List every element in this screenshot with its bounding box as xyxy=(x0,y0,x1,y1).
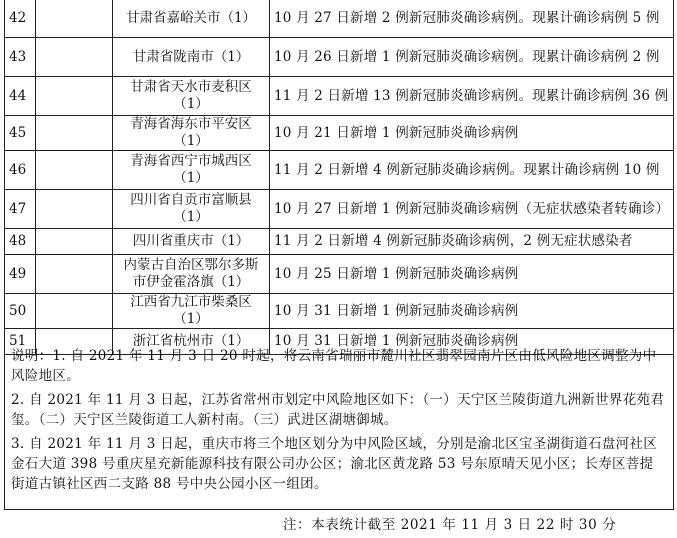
detail-cell: 10 月 26 日新增 1 例新冠肺炎确诊病例。现累计确诊病例 2 例 xyxy=(270,38,674,77)
region-cell: 内蒙古自治区鄂尔多斯市伊金霍洛旗（1） xyxy=(113,255,270,294)
table-row xyxy=(5,151,674,190)
note-2: 2. 自 2021 年 11 月 3 日起，江苏省常州市划定中风险地区如下：（一）天宁区兰陵街道九洲新世界花苑君玺。（二）天宁区兰陵街道工人新村南。（三）武进区湖塘御城。 xyxy=(11,392,665,428)
row-number: 51 xyxy=(5,329,36,355)
detail-cell: 10 月 25 日新增 1 例新冠肺炎确诊病例 xyxy=(270,255,674,294)
table-row xyxy=(5,255,674,294)
detail-cell: 11 月 2 日新增 13 例新冠肺炎确诊病例。现累计确诊病例 36 例 xyxy=(270,77,674,116)
region-cell: 青海省西宁市城西区（1） xyxy=(113,151,270,190)
detail-cell: 10 月 21 日新增 1 例新冠肺炎确诊病例 xyxy=(270,116,674,151)
table-row xyxy=(5,38,674,77)
detail-cell: 10 月 31 日新增 1 例新冠肺炎确诊病例 xyxy=(270,329,674,355)
row-number: 45 xyxy=(5,116,36,151)
note-1: 说明：1. 自 2021 年 11 月 3 日 20 时起，将云南省瑞丽市麓川社区翡翠园南片区由低风险地区调整为中风险地区。 xyxy=(11,348,657,384)
empty-cell xyxy=(36,294,113,329)
empty-cell xyxy=(36,77,113,116)
empty-cell xyxy=(36,116,113,151)
region-cell: 四川省自贡市富顺县（1） xyxy=(113,190,270,229)
region-cell: 青海省海东市平安区（1） xyxy=(113,116,270,151)
region-cell: 甘肃省嘉峪关市（1） xyxy=(113,0,270,38)
row-number: 43 xyxy=(5,38,36,77)
empty-cell xyxy=(36,38,113,77)
detail-cell: 10 月 27 日新增 2 例新冠肺炎确诊病例。现累计确诊病例 5 例 xyxy=(270,0,674,38)
empty-cell xyxy=(36,0,113,38)
region-cell: 甘肃省陇南市（1） xyxy=(113,38,270,77)
row-number: 47 xyxy=(5,190,36,229)
detail-cell: 11 月 2 日新增 4 例新冠肺炎确诊病例。现累计确诊病例 10 例 xyxy=(270,151,674,190)
row-number: 42 xyxy=(5,0,36,38)
empty-cell xyxy=(36,229,113,255)
detail-cell: 10 月 27 日新增 1 例新冠肺炎确诊病例（无症状感染者转确诊） xyxy=(270,190,674,229)
table-row xyxy=(5,229,674,255)
region-cell: 江西省九江市柴桑区（1） xyxy=(113,294,270,329)
detail-cell: 10 月 31 日新增 1 例新冠肺炎确诊病例 xyxy=(270,294,674,329)
notes-box xyxy=(4,345,674,510)
row-number: 44 xyxy=(5,77,36,116)
empty-cell xyxy=(36,190,113,229)
region-cell: 甘肃省天水市麦积区（1） xyxy=(113,77,270,116)
note-3: 3. 自 2021 年 11 月 3 日起，重庆市将三个地区划分为中风险区域，分别是渝北区宝圣湖街道石盘河社区金石大道 398 号重庆星充新能源科技有限公司办公区；渝北区黄龙路 53 号东原晴天见小区；长寿区菩提街道古镇社区西二支路 88 号中央公园小区一组团。 xyxy=(11,436,658,492)
region-cell: 浙江省杭州市（1） xyxy=(113,329,270,355)
statistics-footnote: 注：本表统计截至 2021 年 11 月 3 日 22 时 30 分 xyxy=(283,517,617,533)
row-number: 48 xyxy=(5,229,36,255)
row-number: 46 xyxy=(5,151,36,190)
table-row xyxy=(5,77,674,116)
row-number: 50 xyxy=(5,294,36,329)
risk-area-table xyxy=(4,0,674,355)
table-row xyxy=(5,294,674,329)
table-row xyxy=(5,190,674,229)
row-number: 49 xyxy=(5,255,36,294)
table-row xyxy=(5,116,674,151)
detail-cell: 11 月 2 日新增 4 例新冠肺炎确诊病例，2 例无症状感染者 xyxy=(270,229,674,255)
table-row xyxy=(5,0,674,38)
empty-cell xyxy=(36,255,113,294)
empty-cell xyxy=(36,151,113,190)
region-cell: 四川省重庆市（1） xyxy=(113,229,270,255)
